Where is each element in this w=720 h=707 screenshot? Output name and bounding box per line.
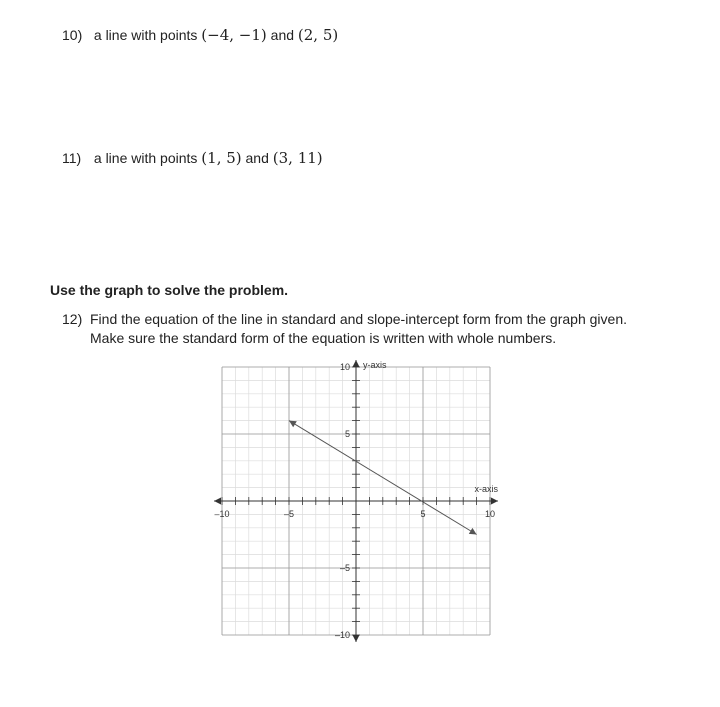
x-axis-arrow-right	[491, 498, 498, 505]
axes	[214, 360, 498, 642]
problem-11-and: and	[245, 150, 269, 166]
problem-10-point-1: (−4, −1)	[201, 26, 267, 44]
y-axis-label: y-axis	[363, 360, 387, 370]
x-axis-label: x-axis	[474, 484, 498, 494]
section-heading: Use the graph to solve the problem.	[50, 282, 289, 298]
x-axis-arrow-left	[214, 498, 221, 505]
problem-10-text: a line with points	[93, 27, 198, 43]
problem-11-text: a line with points	[93, 150, 198, 166]
x-tick-label: 10	[484, 509, 496, 519]
line-arrow-end	[469, 528, 477, 535]
line-arrow-start	[289, 421, 297, 428]
problem-10-and: and	[270, 27, 295, 43]
problem-11-point-2: (3, 11)	[272, 149, 323, 167]
problem-10-point-2: (2, 5)	[297, 26, 339, 44]
y-axis-arrow-up	[353, 360, 360, 367]
x-tick-label: –10	[214, 509, 230, 519]
x-tick-label: –5	[283, 509, 295, 519]
problem-10-number: 10)	[62, 27, 83, 43]
x-tick-label: 5	[420, 509, 426, 519]
problem-12-line-1: Find the equation of the line in standard and slope-intercept form from the graph given.	[90, 311, 627, 327]
problem-12-number: 12)	[62, 311, 83, 327]
y-tick-label: –5	[339, 563, 350, 573]
y-tick-label: –10	[334, 630, 350, 640]
problem-11-number: 11)	[62, 150, 82, 166]
problem-11-point-1: (1, 5)	[201, 149, 242, 167]
problem-12-line-2: Make sure the standard form of the equation is written with whole numbers.	[90, 330, 557, 346]
y-tick-label: 5	[344, 429, 350, 439]
y-tick-label: 10	[339, 362, 350, 372]
y-axis-arrow-down	[353, 635, 360, 642]
